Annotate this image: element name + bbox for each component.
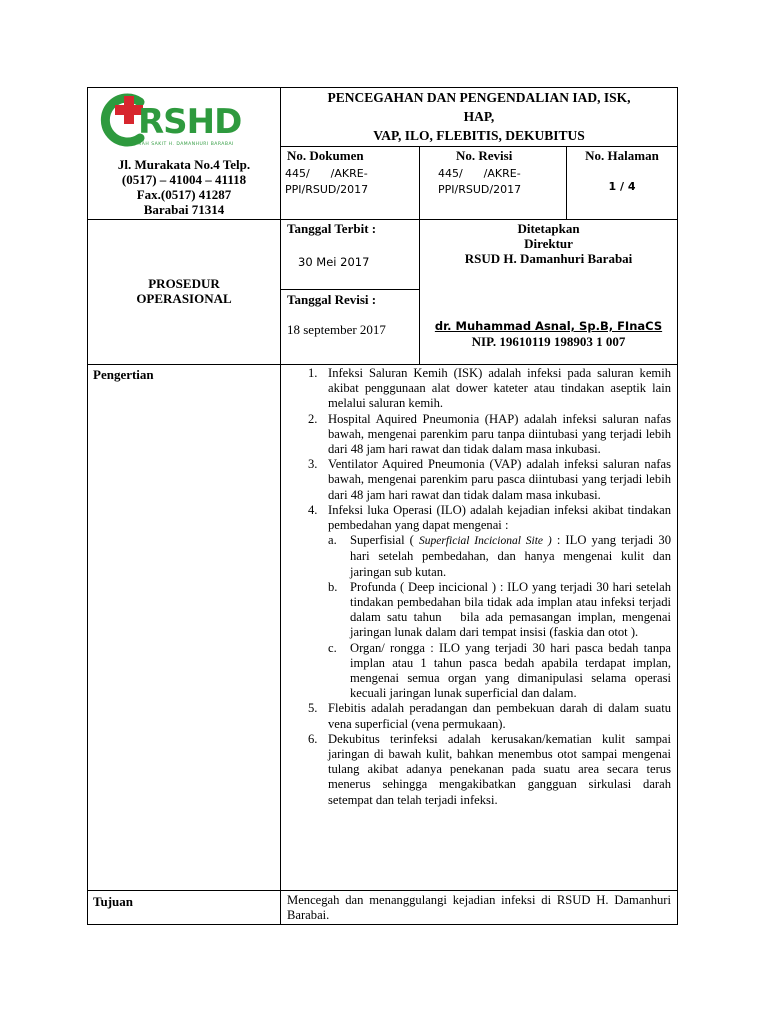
row-divider-procedure (87, 364, 678, 365)
doc-number-label: No. Dokumen (287, 148, 364, 163)
sub-list-letter: a. (328, 533, 337, 548)
sub-list-item (328, 533, 671, 580)
definition-list (282, 366, 675, 808)
purpose-label: Tujuan (93, 894, 133, 909)
list-text: Flebitis adalah peradangan dan pembekuan darah di dalam suatu vena superficial (vena permukaan). (328, 701, 671, 731)
list-number: 4. (308, 502, 318, 517)
revision-number-line: PPI/RSUD/2017 (438, 183, 522, 196)
page-number-value: 1 / 4 (608, 180, 636, 193)
sub-list-letter: b. (328, 579, 338, 594)
row-divider-header (87, 219, 678, 220)
list-text: Dekubitus terinfeksi adalah kerusakan/kematian kulit sampai jaringan di bawah kulit, bahkan menembus otot sampai mengenai tulang akibat adanya penekanan pada suatu area secara terus menerus sehingga mengakibatkan gangguan sirkulasi darah setempat dan telah terjadi infeksi. (328, 731, 671, 807)
list-item (282, 412, 671, 458)
issue-date-value: 30 Mei 2017 (298, 255, 370, 269)
list-text: Ventilator Aquired Pneumonia (VAP) adalah infeksi saluran nafas bawah, mengenai parenkim paru pasca diintubasi yang terjadi lebih dari 48 jam hari rawat dan tidak dalam masa inkubasi. (328, 457, 671, 502)
list-number: 3. (308, 457, 318, 472)
director-name: dr. Muhammad Asnal, Sp.B, FInaCS (434, 319, 663, 333)
revision-number-label: No. Revisi (456, 148, 513, 163)
table-border-bottom (87, 924, 678, 925)
sub-list-item (328, 579, 675, 641)
sub-list (328, 533, 675, 701)
title-line: VAP, ILO, FLEBITIS, DEKUBITUS (373, 128, 585, 143)
address-line: (0517) – 41004 – 41118 (121, 172, 247, 187)
row-divider-purpose (87, 890, 678, 891)
title-divider (280, 146, 678, 147)
logo-subtitle: RUMAH SAKIT H. DAMANHURI BARABAI (130, 142, 234, 147)
table-border-right (677, 87, 678, 925)
list-number: 2. (308, 411, 318, 426)
title-line: PENCEGAHAN DAN PENGENDALIAN IAD, ISK, (327, 90, 631, 105)
list-text: Infeksi Saluran Kemih (ISK) adalah infeksi pada saluran kemih akibat penggunaan alat dower kateter atau tindakan aseptik lain melalui saluran kemih. (328, 366, 671, 411)
revision-number-line: 445/ /AKRE- (438, 167, 521, 180)
list-text: Infeksi luka Operasi (ILO) adalah kejadian infeksi akibat tindakan pembedahan yang dapat mengenai : (328, 502, 671, 533)
date-divider (280, 289, 420, 290)
doc-number-value (285, 166, 419, 198)
sub-list-text: Profunda ( Deep incicional ) : ILO yang terjadi 30 hari setelah tindakan pembedahan bila tidak ada implan atau infeksi terjadi dalam satu tahun bila ada pemasangan implan, mengenai jaringan lunak dalam dari tempat insisi (faskia dan otot ). (350, 579, 675, 640)
sub-list-text: : ILO yang terjadi 30 hari setelah pembedahan, dan hanya mengenai kulit dan jaringan sub kutan. (350, 533, 672, 579)
hospital-logo (100, 92, 260, 154)
list-number: 6. (308, 731, 318, 746)
procedure-type (88, 276, 280, 306)
approval-line: RSUD H. Damanhuri Barabai (464, 251, 633, 266)
purpose-text: Mencegah dan menanggulangi kejadian infeksi di RSUD H. Damanhuri Barabai. (287, 893, 671, 923)
revision-number-value (438, 166, 566, 198)
document-title (281, 88, 677, 145)
director-nip: NIP. 19610119 198903 1 007 (471, 334, 626, 349)
sub-list-item (328, 641, 671, 702)
list-number: 1. (308, 366, 318, 380)
revision-date-label: Tanggal Revisi : (287, 292, 377, 307)
approval-block (420, 221, 677, 266)
definition-content (282, 366, 675, 808)
list-text: Hospital Aquired Pneumonia (HAP) adalah infeksi saluran nafas bawah, mengenai parenkim paru tanpa diintubasi yang terjadi lebih dari 48 jam hari rawat dan tidak dalam masa inkubasi. (328, 411, 671, 457)
sub-list-text: Superfisial ( (350, 533, 419, 548)
logo-text: RSHD (138, 102, 242, 142)
list-item (282, 366, 671, 412)
issue-date-label: Tanggal Terbit : (287, 221, 377, 236)
procedure-type-line: OPERASIONAL (136, 291, 232, 306)
list-item (282, 701, 671, 731)
procedure-type-line: PROSEDUR (148, 276, 220, 291)
address-line: Jl. Murakata No.4 Telp. (117, 157, 251, 172)
list-number: 5. (308, 701, 318, 716)
sub-list-text: Organ/ rongga : ILO yang terjadi 30 hari pasca bedah tanpa implan atau 1 tahun pasca bedah apabila terdapat implan, mengenai semua organ yang dimanipulasi selama operasi kecuali jaringan lunak superficial dan dalam. (350, 640, 671, 701)
list-item (282, 732, 671, 808)
definition-label: Pengertian (93, 367, 154, 382)
page-number-label: No. Halaman (585, 148, 659, 163)
address-line: Fax.(0517) 41287 (136, 187, 232, 202)
approval-line: Ditetapkan (517, 221, 580, 236)
sub-list-letter: c. (328, 640, 337, 655)
table-col-divider (280, 87, 281, 925)
hospital-address (88, 157, 280, 217)
list-item (282, 457, 671, 503)
address-line: Barabai 71314 (143, 202, 225, 217)
title-line: HAP, (463, 109, 495, 124)
doc-number-line: PPI/RSUD/2017 (285, 183, 369, 196)
sub-list-italic-text: Superficial Incicional Site ) (419, 535, 552, 548)
doc-number-line: 445/ /AKRE- (285, 167, 368, 180)
approval-line: Direktur (524, 236, 573, 251)
list-item (282, 502, 675, 702)
revision-date-value: 18 september 2017 (287, 322, 386, 337)
